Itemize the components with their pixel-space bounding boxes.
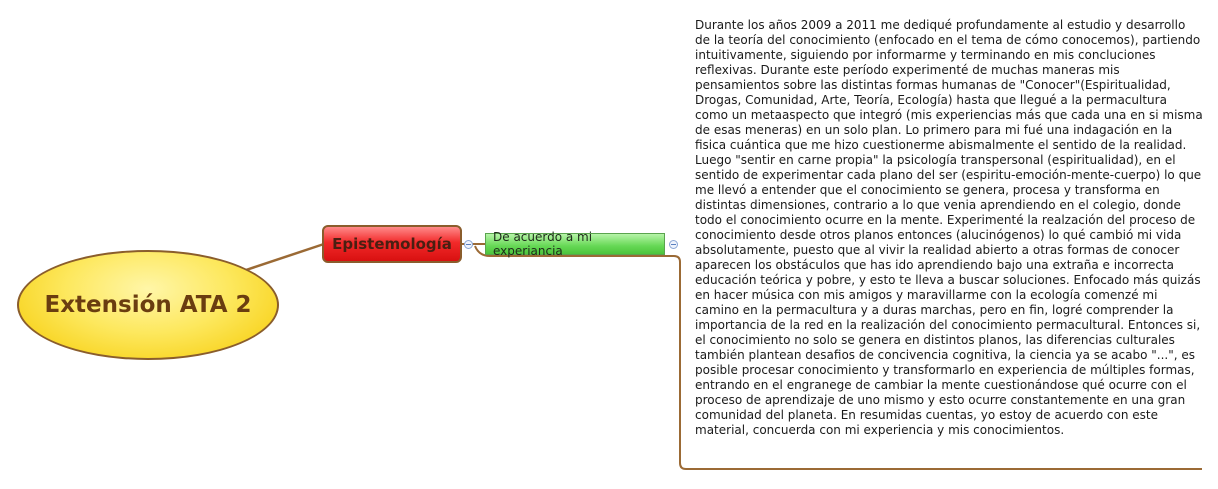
main-topic-label: Epistemología — [332, 235, 452, 253]
root-to-main-connector — [243, 244, 324, 271]
collapse-toggle-icon[interactable] — [669, 240, 678, 249]
note-text: Durante los años 2009 a 2011 me dediqué profundamente al estudio y desarrollo de la teoría del conocimiento (enfocado en el tema de cómo conocemos), partiendo intuitivamente, siguiendo por informarme y terminando en mis concluciones reflexivas. Durante este período experimenté de muchas maneras mis pensamientos sobre las distintas formas humanas de "Conocer"(Espiritualidad, Drogas, Comunidad, Arte, Teoría, Ecología) hasta que llegué a la permacultura como un metaaspecto que integró (mis experiencias más que cada una en si misma de esas meneras) en un solo plan. Lo primero para mi fué una indagación en la fisica cuántica que me hizo cuestionerme abismalmente el sentido de la realidad. Luego "sentir en carne propia" la psicología transpersonal (espiritualidad), en el sentido de experimentar cada plano del ser (espiritu-emoción-mente-cuerpo) lo que me llevó a entender que el conocimiento se genera, procesa y transforma en distintas dimensiones, contrario a lo que venia aprendiendo en el colegio, donde todo el conocimiento ocurre en la mente. Experimenté la realzación del proceso de conocimiento desde otros planos entonces (alucinógenos) lo qué cambió mi vida absolutamente, puesto que al vivir la realidad abierto a otras formas de conocer aparecen los obstáculos que has ido aprendiendo bajo una extraña e incorrecta educación teórica y pobre, y esto te lleva a buscar soluciones. Enfocado más quizás en hacer música con mis amigos y maravillarme con la ecología comenzé mi camino en la permacultura y a duras marchas, pero en fin, logré comprender la importancia de la red en la realización del conocimiento permacultural. Entonces si, el conocimiento no solo se genera en distintos planos, las diferencias culturales también plantean desafios de concivencia cognitiva, la ciencia ya se acabo "...", es posible procesar conocimiento y transformarlo en experiencia de múltiples formas, entrando en el engranege de cambiar la mente cuestionándose qué ocurre con el proceso de aprendizaje de uno mismo y esto ocurre constantemente en una gran comunidad del planeta. En resumidas cuentas, yo estoy de acuerdo con este material, concuerda con mi experiencia y mis conocimientos. — [695, 18, 1203, 437]
subtopic-de-acuerdo[interactable] — [485, 230, 665, 258]
subtopic-label: De acuerdo a mi experiancia — [493, 230, 593, 258]
central-topic[interactable] — [17, 250, 279, 360]
main-topic-epistemologia[interactable] — [322, 225, 462, 263]
collapse-toggle-icon[interactable] — [464, 240, 473, 249]
central-topic-label: Extensión ATA 2 — [44, 292, 252, 318]
